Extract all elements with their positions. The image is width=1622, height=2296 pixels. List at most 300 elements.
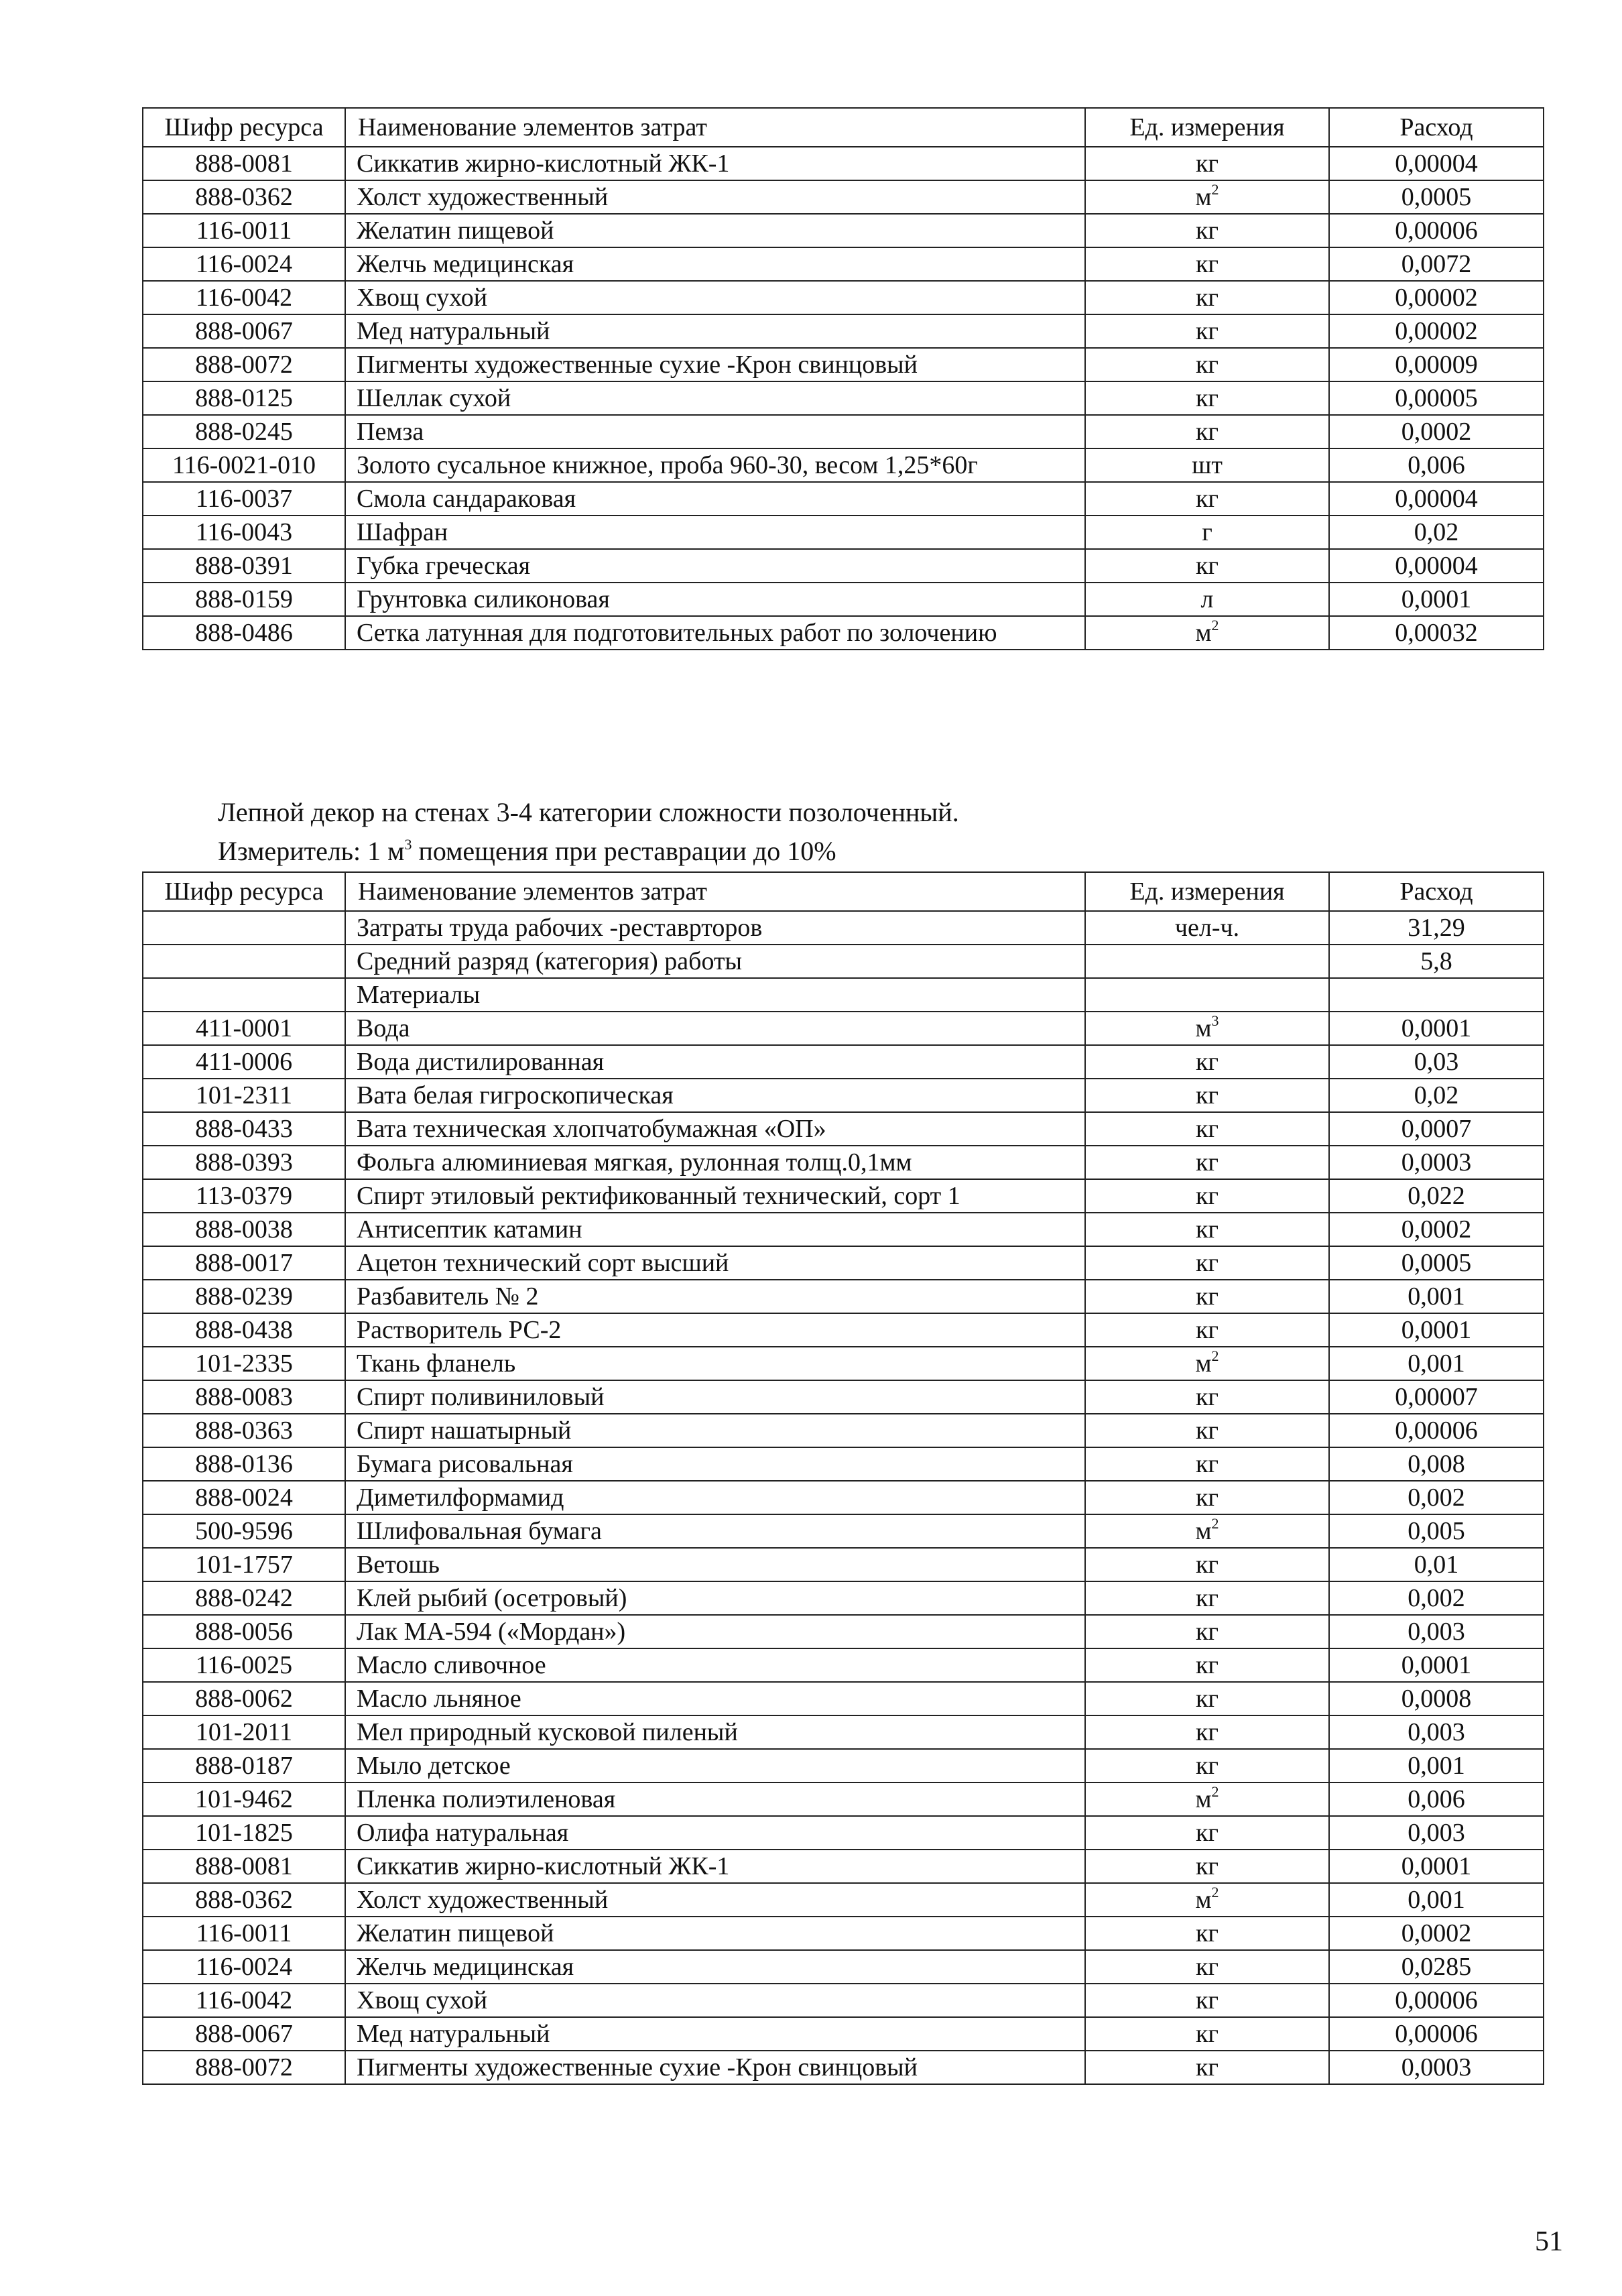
- table-header-row: [143, 108, 1544, 147]
- table-row: [143, 281, 1544, 314]
- cell-name-text: Средний разряд (категория) работы: [357, 947, 743, 975]
- table-row: [143, 1783, 1544, 1816]
- cell-name: [345, 1112, 1085, 1146]
- cell-qty: [1329, 1447, 1544, 1481]
- cell-name-text: Холст художественный: [357, 183, 609, 211]
- cell-code: [143, 1213, 345, 1246]
- cell-code-text: 888-0083: [195, 1383, 293, 1411]
- cell-unit: [1085, 214, 1329, 247]
- cell-name-text: Шлифовальная бумага: [357, 1517, 602, 1545]
- cell-qty: [1329, 314, 1544, 348]
- table-row: [143, 482, 1544, 516]
- cell-name-text: Разбавитель № 2: [357, 1282, 539, 1311]
- cell-name: [345, 482, 1085, 516]
- cell-name: [345, 314, 1085, 348]
- cell-name-text: Желатин пищевой: [357, 1919, 554, 1947]
- cell-qty: [1329, 911, 1544, 945]
- cell-qty: [1329, 381, 1544, 415]
- cell-qty: [1329, 482, 1544, 516]
- cell-name-text: Желчь медицинская: [357, 1953, 574, 1981]
- table-row: [143, 1280, 1544, 1313]
- cell-code-text: 116-0037: [195, 485, 293, 513]
- cell-code: [143, 516, 345, 549]
- cell-code: [143, 1984, 345, 2017]
- cell-unit-text: кг: [1195, 1551, 1219, 1579]
- cell-name-text: Пемза: [357, 418, 424, 446]
- cell-unit-text: кг: [1195, 250, 1219, 278]
- cell-unit: [1085, 1112, 1329, 1146]
- cell-qty: [1329, 1146, 1544, 1179]
- cell-code: [143, 1850, 345, 1883]
- table-row: [143, 1481, 1544, 1514]
- cell-unit: [1085, 1615, 1329, 1648]
- cell-name: [345, 381, 1085, 415]
- header-code: Шифр ресурса: [143, 872, 345, 911]
- table-row: [143, 583, 1544, 616]
- cell-qty: [1329, 1179, 1544, 1213]
- cell-code-text: 888-0024: [195, 1484, 293, 1512]
- cell-qty: [1329, 2051, 1544, 2084]
- cell-code: [143, 616, 345, 650]
- cell-unit: [1085, 147, 1329, 180]
- cell-qty: [1329, 1246, 1544, 1280]
- table-row: [143, 1380, 1544, 1414]
- cell-code: [143, 911, 345, 945]
- cell-name: [345, 911, 1085, 945]
- cell-qty: [1329, 1749, 1544, 1783]
- cell-qty-text: 0,02: [1414, 1081, 1459, 1109]
- cell-unit: [1085, 1850, 1329, 1883]
- cell-code-text: 101-2311: [195, 1081, 293, 1109]
- table-row: [143, 1447, 1544, 1481]
- cell-qty-text: 0,00006: [1395, 217, 1478, 245]
- table-row: [143, 1079, 1544, 1112]
- cell-code: [143, 583, 345, 616]
- cell-unit: [1085, 978, 1329, 1012]
- cell-qty: [1329, 1481, 1544, 1514]
- table-row: [143, 1514, 1544, 1548]
- unit-exponent: 2: [1211, 1783, 1219, 1800]
- cell-unit: [1085, 1481, 1329, 1514]
- cell-code-text: 411-0006: [195, 1048, 293, 1076]
- cell-qty-text: 0,0001: [1401, 1852, 1472, 1880]
- cell-qty: [1329, 583, 1544, 616]
- cell-code-text: 888-0438: [195, 1316, 293, 1344]
- cell-code-text: 113-0379: [195, 1182, 293, 1210]
- cell-qty: [1329, 1950, 1544, 1984]
- table-row: [143, 1850, 1544, 1883]
- cell-name: [345, 945, 1085, 978]
- measure-unit-sup: 3: [404, 836, 412, 853]
- cell-qty: [1329, 549, 1544, 583]
- cell-name: [345, 1447, 1085, 1481]
- cell-name: [345, 549, 1085, 583]
- cell-name-text: Грунтовка силиконовая: [357, 585, 610, 613]
- cell-unit-text: кг: [1195, 1182, 1219, 1210]
- cell-unit-text: кг: [1195, 351, 1219, 379]
- table-row: [143, 1984, 1544, 2017]
- cell-qty-text: 0,0003: [1401, 2053, 1472, 2081]
- cell-name-text: Сиккатив жирно-кислотный ЖК-1: [357, 1852, 730, 1880]
- cell-unit: [1085, 1917, 1329, 1950]
- table-row: [143, 1917, 1544, 1950]
- cell-qty: [1329, 1079, 1544, 1112]
- cell-code-text: 101-2011: [195, 1718, 293, 1746]
- cell-unit-text: м: [1195, 183, 1212, 211]
- cell-unit: [1085, 1950, 1329, 1984]
- cell-name: [345, 516, 1085, 549]
- cell-name: [345, 348, 1085, 381]
- cell-unit: [1085, 1246, 1329, 1280]
- cell-qty: [1329, 1682, 1544, 1715]
- measure-unit-prefix: Измеритель: 1 м: [218, 836, 405, 866]
- cell-qty: [1329, 616, 1544, 650]
- cell-qty-text: 0,00006: [1395, 1986, 1478, 2014]
- cell-qty: [1329, 1850, 1544, 1883]
- cell-unit-text: кг: [1195, 1584, 1219, 1612]
- cell-qty: [1329, 516, 1544, 549]
- table-row: [143, 448, 1544, 482]
- cell-name: [345, 147, 1085, 180]
- cell-unit-text: м: [1195, 1014, 1212, 1042]
- cell-code-text: 116-0011: [196, 1919, 292, 1947]
- cell-unit: [1085, 549, 1329, 583]
- cell-qty-text: 0,0002: [1401, 418, 1472, 446]
- cell-code-text: 888-0486: [195, 619, 293, 647]
- table-row: [143, 2017, 1544, 2051]
- cell-name: [345, 1615, 1085, 1648]
- cell-name-text: Лак МА-594 («Мордан»): [357, 1618, 626, 1646]
- cell-code-text: 500-9596: [195, 1517, 293, 1545]
- resource-table-2: [142, 871, 1544, 2085]
- cell-unit-text: кг: [1195, 1752, 1219, 1780]
- cell-unit-text: м: [1195, 1349, 1212, 1378]
- cell-code: [143, 1883, 345, 1917]
- cell-qty: [1329, 1581, 1544, 1615]
- cell-unit: [1085, 1012, 1329, 1045]
- cell-code: [143, 549, 345, 583]
- cell-name-text: Вата белая гигроскопическая: [357, 1081, 674, 1109]
- cell-unit: [1085, 2051, 1329, 2084]
- cell-qty: [1329, 1984, 1544, 2017]
- cell-name-text: Вода: [357, 1014, 410, 1042]
- cell-name: [345, 1012, 1085, 1045]
- table-row: [143, 978, 1544, 1012]
- cell-name: [345, 1079, 1085, 1112]
- cell-code: [143, 482, 345, 516]
- cell-name: [345, 1045, 1085, 1079]
- cell-name: [345, 1146, 1085, 1179]
- cell-name-text: Мед натуральный: [357, 317, 550, 345]
- unit-exponent: 2: [1211, 617, 1219, 633]
- cell-unit: [1085, 945, 1329, 978]
- cell-code: [143, 1783, 345, 1816]
- cell-qty: [1329, 180, 1544, 214]
- cell-code: [143, 448, 345, 482]
- cell-code: [143, 1481, 345, 1514]
- cell-unit-text: кг: [1195, 1484, 1219, 1512]
- cell-code: [143, 945, 345, 978]
- cell-unit: [1085, 583, 1329, 616]
- cell-unit-text: кг: [1195, 1685, 1219, 1713]
- table-row: [143, 1883, 1544, 1917]
- cell-unit: [1085, 516, 1329, 549]
- table-row: [143, 516, 1544, 549]
- header-qty: Расход: [1329, 872, 1544, 911]
- cell-qty-text: 5,8: [1420, 947, 1452, 975]
- cell-qty: [1329, 1280, 1544, 1313]
- cell-qty-text: 0,0005: [1401, 1249, 1472, 1277]
- cell-unit-text: кг: [1195, 1249, 1219, 1277]
- cell-name-text: Хвощ сухой: [357, 284, 488, 312]
- table-row: [143, 1246, 1544, 1280]
- cell-name-text: Желатин пищевой: [357, 217, 554, 245]
- cell-name: [345, 214, 1085, 247]
- cell-qty: [1329, 945, 1544, 978]
- table-row: [143, 314, 1544, 348]
- cell-name: [345, 1950, 1085, 1984]
- table-row: [143, 1615, 1544, 1648]
- table-row: [143, 1950, 1544, 1984]
- table-row: [143, 1414, 1544, 1447]
- cell-code: [143, 415, 345, 448]
- cell-qty-text: 0,00006: [1395, 2020, 1478, 2048]
- cell-unit: [1085, 2017, 1329, 2051]
- cell-name-text: Желчь медицинская: [357, 250, 574, 278]
- cell-qty-text: 0,0001: [1401, 1316, 1472, 1344]
- cell-code-text: 888-0159: [195, 585, 293, 613]
- cell-qty-text: 0,0001: [1401, 585, 1472, 613]
- cell-code-text: 888-0239: [195, 1282, 293, 1311]
- cell-code: [143, 2017, 345, 2051]
- cell-name: [345, 1280, 1085, 1313]
- cell-unit: [1085, 1414, 1329, 1447]
- cell-name: [345, 1347, 1085, 1380]
- cell-qty: [1329, 1313, 1544, 1347]
- cell-name-text: Масло льняное: [357, 1685, 521, 1713]
- cell-code-text: 116-0043: [195, 518, 293, 546]
- cell-name: [345, 1581, 1085, 1615]
- cell-unit-text: кг: [1195, 1718, 1219, 1746]
- cell-unit: [1085, 1347, 1329, 1380]
- cell-code: [143, 1749, 345, 1783]
- cell-name-text: Мед натуральный: [357, 2020, 550, 2048]
- cell-code-text: 888-0242: [195, 1584, 293, 1612]
- cell-code: [143, 1615, 345, 1648]
- cell-name-text: Пигменты художественные сухие -Крон свинцовый: [357, 351, 918, 379]
- cell-unit: [1085, 1079, 1329, 1112]
- cell-unit: [1085, 348, 1329, 381]
- cell-qty: [1329, 2017, 1544, 2051]
- cell-unit: [1085, 1514, 1329, 1548]
- cell-unit: [1085, 180, 1329, 214]
- cell-name-text: Шеллак сухой: [357, 384, 511, 412]
- cell-name: [345, 180, 1085, 214]
- cell-name-text: Сетка латунная для подготовительных работ по золочению: [357, 619, 997, 647]
- cell-name: [345, 1179, 1085, 1213]
- cell-code: [143, 978, 345, 1012]
- cell-qty-text: 0,0285: [1401, 1953, 1472, 1981]
- cell-qty-text: 0,006: [1408, 451, 1465, 479]
- cell-unit-text: кг: [1195, 1919, 1219, 1947]
- cell-name: [345, 1749, 1085, 1783]
- cell-unit-text: шт: [1192, 451, 1223, 479]
- cell-qty-text: 0,003: [1408, 1718, 1465, 1746]
- cell-code: [143, 1079, 345, 1112]
- cell-qty: [1329, 214, 1544, 247]
- cell-code: [143, 180, 345, 214]
- cell-qty: [1329, 1347, 1544, 1380]
- cell-qty-text: 0,022: [1408, 1182, 1465, 1210]
- cell-name: [345, 1883, 1085, 1917]
- measure-unit-suffix: помещения при реставрации до 10%: [412, 836, 836, 866]
- cell-unit-text: г: [1202, 518, 1212, 546]
- table-row: [143, 1112, 1544, 1146]
- cell-unit-text: кг: [1195, 2020, 1219, 2048]
- cell-qty: [1329, 1380, 1544, 1414]
- cell-unit: [1085, 1581, 1329, 1615]
- cell-code: [143, 348, 345, 381]
- resource-table-1: [142, 107, 1544, 650]
- cell-code: [143, 1816, 345, 1850]
- cell-qty-text: 0,00004: [1395, 149, 1478, 178]
- cell-qty-text: 0,006: [1408, 1785, 1465, 1813]
- cell-unit-text: кг: [1195, 2053, 1219, 2081]
- cell-unit-text: кг: [1195, 1148, 1219, 1176]
- header-unit: Ед. измерения: [1085, 108, 1329, 147]
- table-row: [143, 348, 1544, 381]
- table-row: [143, 1313, 1544, 1347]
- cell-name: [345, 1783, 1085, 1816]
- cell-name-text: Олифа натуральная: [357, 1819, 569, 1847]
- cell-name-text: Мел природный кусковой пиленый: [357, 1718, 738, 1746]
- cell-name: [345, 1715, 1085, 1749]
- cell-qty-text: 0,003: [1408, 1819, 1465, 1847]
- cell-unit-text: кг: [1195, 1383, 1219, 1411]
- cell-qty-text: 0,0072: [1401, 250, 1472, 278]
- cell-qty-text: 0,02: [1414, 518, 1459, 546]
- cell-code: [143, 1246, 345, 1280]
- cell-name: [345, 415, 1085, 448]
- cell-qty-text: 0,0002: [1401, 1215, 1472, 1244]
- cell-name-text: Растворитель РС-2: [357, 1316, 562, 1344]
- table-row: [143, 1347, 1544, 1380]
- cell-code-text: 116-0024: [195, 1953, 293, 1981]
- cell-code: [143, 1950, 345, 1984]
- cell-qty-text: 0,00004: [1395, 485, 1478, 513]
- cell-name: [345, 281, 1085, 314]
- cell-name-text: Губка греческая: [357, 552, 531, 580]
- cell-code: [143, 214, 345, 247]
- cell-name: [345, 1481, 1085, 1514]
- cell-name-text: Сиккатив жирно-кислотный ЖК-1: [357, 149, 730, 178]
- table-row: [143, 616, 1544, 650]
- cell-unit: [1085, 381, 1329, 415]
- cell-code-text: 116-0042: [195, 1986, 293, 2014]
- cell-name-text: Спирт этиловый ректификованный технический, сорт 1: [357, 1182, 960, 1210]
- cell-qty-text: 0,002: [1408, 1484, 1465, 1512]
- cell-unit: [1085, 1783, 1329, 1816]
- cell-qty-text: 0,008: [1408, 1450, 1465, 1478]
- cell-name-text: Ткань фланель: [357, 1349, 516, 1378]
- header-name: Наименование элементов затрат: [345, 872, 1085, 911]
- cell-code-text: 888-0072: [195, 351, 293, 379]
- cell-unit-text: кг: [1195, 384, 1219, 412]
- unit-exponent: 2: [1211, 1515, 1219, 1532]
- cell-name-text: Шафран: [357, 518, 448, 546]
- cell-code: [143, 1581, 345, 1615]
- cell-qty: [1329, 1213, 1544, 1246]
- cell-qty-text: 0,00004: [1395, 552, 1478, 580]
- cell-qty: [1329, 247, 1544, 281]
- cell-unit: [1085, 1313, 1329, 1347]
- cell-unit-text: кг: [1195, 1115, 1219, 1143]
- cell-code: [143, 314, 345, 348]
- cell-name-text: Материалы: [357, 981, 481, 1009]
- cell-unit: [1085, 281, 1329, 314]
- cell-unit-text: кг: [1195, 284, 1219, 312]
- cell-code: [143, 381, 345, 415]
- cell-qty-text: 0,005: [1408, 1517, 1465, 1545]
- cell-qty-text: 0,0001: [1401, 1651, 1472, 1679]
- cell-code-text: 888-0393: [195, 1148, 293, 1176]
- cell-qty: [1329, 1414, 1544, 1447]
- cell-unit: [1085, 247, 1329, 281]
- cell-qty: [1329, 1548, 1544, 1581]
- cell-qty: [1329, 348, 1544, 381]
- cell-code: [143, 1682, 345, 1715]
- cell-qty-text: 31,29: [1408, 914, 1465, 942]
- cell-unit-text: кг: [1195, 1081, 1219, 1109]
- cell-qty: [1329, 1648, 1544, 1682]
- cell-qty-text: 0,00002: [1395, 317, 1478, 345]
- table-row: [143, 415, 1544, 448]
- cell-code-text: 888-0081: [195, 149, 293, 178]
- cell-name-text: Ацетон технический сорт высший: [357, 1249, 729, 1277]
- cell-qty-text: 0,00007: [1395, 1383, 1478, 1411]
- cell-code: [143, 1548, 345, 1581]
- cell-unit-text: кг: [1195, 1953, 1219, 1981]
- cell-name-text: Ветошь: [357, 1551, 440, 1579]
- cell-unit-text: кг: [1195, 1651, 1219, 1679]
- cell-code-text: 888-0072: [195, 2053, 293, 2081]
- cell-qty-text: 0,00002: [1395, 284, 1478, 312]
- cell-qty-text: 0,01: [1414, 1551, 1459, 1579]
- cell-qty: [1329, 1715, 1544, 1749]
- cell-unit: [1085, 1984, 1329, 2017]
- page-number: 51: [1535, 2226, 1563, 2257]
- cell-code-text: 116-0021-010: [172, 451, 316, 479]
- table-row: [143, 381, 1544, 415]
- cell-code-text: 888-0081: [195, 1852, 293, 1880]
- table-row: [143, 549, 1544, 583]
- cell-qty: [1329, 1917, 1544, 1950]
- header-name: Наименование элементов затрат: [345, 108, 1085, 147]
- cell-name: [345, 1548, 1085, 1581]
- cell-qty: [1329, 448, 1544, 482]
- cell-name: [345, 448, 1085, 482]
- cell-code-text: 101-2335: [195, 1349, 293, 1378]
- cell-qty: [1329, 1783, 1544, 1816]
- measure-unit-line: [218, 835, 836, 867]
- cell-qty-text: 0,00005: [1395, 384, 1478, 412]
- table-row: [143, 1045, 1544, 1079]
- table-row: [143, 911, 1544, 945]
- cell-code-text: 888-0362: [195, 183, 293, 211]
- cell-qty: [1329, 1816, 1544, 1850]
- table-row: [143, 945, 1544, 978]
- cell-code-text: 116-0042: [195, 284, 293, 312]
